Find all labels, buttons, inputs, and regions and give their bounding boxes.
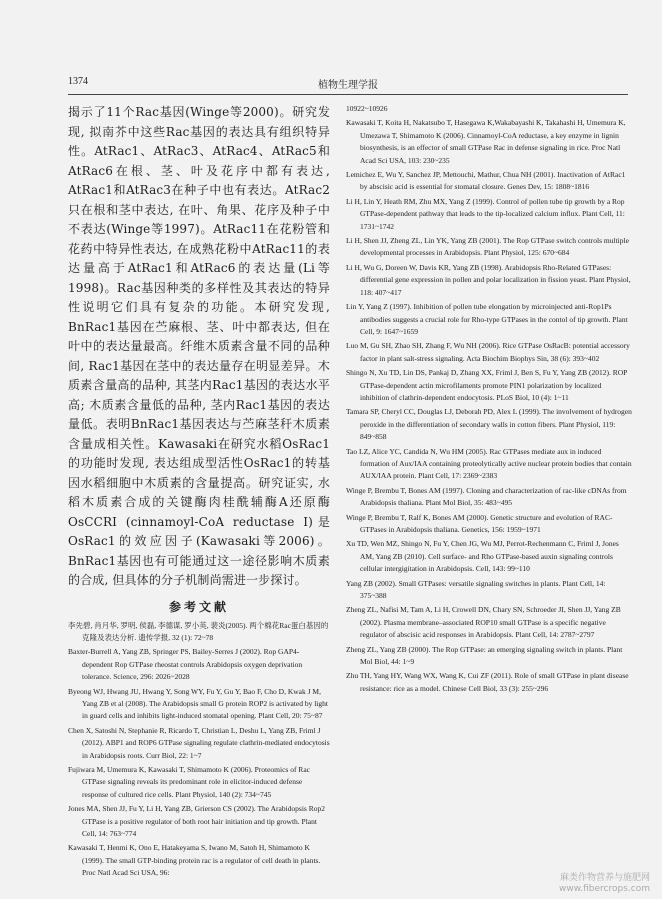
reference-entry: Byeong WJ, Hwang JU, Hwang Y, Song WY, Fu Y, Gu Y, Bao F, Cho D, Kwak J M, Yang ZB et al (2008). The Arabidopsis small G protein ROP2 is activated by light in guard cells and inhibits light-induced stomatal opening. Plant Cell, 20: 75~87: [68, 686, 328, 721]
discussion-paragraph: 揭示了11个Rac基因(Winge等2000)。研究发现, 拟南芥中这些Rac基因的表达具有组织特异性。AtRac1、AtRac3、AtRac4、AtRac5和AtRac6在根、茎、叶及花序中都有表达, AtRac1和AtRac3在种子中也有表达。AtRac2只在根和茎中表达, 在叶、角果、花序及种子中不表达(Winge等1997)。AtRac11在花粉管和花药中特异性表达, 在成熟花粉中AtRac11的表达量高于AtRac1和AtRac6的表达量(Li等1998)。Rac基因种类的多样性及其表达的特异性说明它们具有复杂的功能。本研究发现, BnRac1基因在苎麻根、茎、叶中都表达, 但在叶中的表达量最高。纤维木质素含量不同的品种间, Rac1基因在茎中的表达量存在明显差异。木质素含量高的品种, 其茎内Rac1基因的表达水平高; 木质素含量低的品种, 茎内Rac1基因的表达量低。表明BnRac1基因表达与苎麻茎秆木质素含量成相关性。Kawasaki在研究水稻OsRac1的功能时发现, 表达组成型活性OsRac1的转基因水稻细胞中木质素的含量提高。研究证实, 水稻木质素合成的关键酶肉桂酰辅酶A还原酶OsCCRI (cinnamoyl-CoA reductase I)是OsRac1的效应因子(Kawasaki等2006)。BnRac1基因也有可能通过这一途径影响木质素的合成, 但具体的分子机制尚需进一步探讨。: [68, 105, 330, 587]
watermark-url: www.fibercrops.com: [559, 884, 650, 894]
reference-entry: Chen X, Satoshi N, Stephanie R, Ricardo T, Christian L, Deshu L, Yang ZB, Friml J (2012). ABP1 and ROP6 GTPase signaling regulate clathrin-mediated endocytosis in Arabidopsis roots. Curr Biol, 22: 1~7: [68, 725, 330, 760]
reference-entry: Xu TD, Wen MZ, Shingo N, Fu Y, Chen JG, Wu MJ, Perrot-Rechenmann C, Friml J, Jones AM, Yang ZB (2010). Cell surface- and Rho GTPase-based auxin signaling controls cellular intergigitation in Arabidopsis. Cell, 143: 99~110: [346, 539, 619, 574]
reference-entry: Fujiwara M, Umemura K, Kawasaki T, Shimamoto K (2006). Proteomics of Rac GTPase signaling reveals its predominant role in elicitor-induced defense response of cultured rice cells. Plant Physiol, 140 (2): 734~745: [68, 764, 310, 799]
reference-entry: 李先碧, 肖月华, 罗明, 侯磊, 李德谋, 罗小英, 裴炎(2005). 两个棉花Rac蛋白基因的克隆及表达分析. 遗传学报, 32 (1): 72~78: [68, 620, 329, 642]
reference-entry: Tamara SP, Cheryl CC, Douglas LJ, Deborah PD, Alex L (1999). The involvement of hydrogen peroxide in the differentiation of secondary walls in cotton fibers. Plant Physiol, 119: 849~858: [346, 407, 632, 442]
reference-entry: Li H, Wu G, Doreen W, Davis KR, Yang ZB (1998). Arabidopsis Rho-Related GTPases: differential gene expression in pollen and polar localization in fission yeast. Plant Physiol, 118: 407~417: [346, 262, 631, 297]
reference-entry: 10922~10926: [346, 104, 388, 113]
reference-entry: Zhu TH, Yang HY, Wang WX, Wang K, Cui ZF (2011). Role of small GTPase in plant disease resistance: rice as a model. Chinese Cell Biol, 33 (3): 255~296: [346, 671, 629, 693]
journal-title: 植物生理学报: [318, 80, 378, 91]
references-list-left: [68, 620, 330, 880]
reference-entry: Baxter-Burrell A, Yang ZB, Springer PS, Bailey-Serres J (2002). Rop GAP4-dependent Rop GTPase rheostat controls Arabidopsis oxygen deprivation tolerance. Science, 296: 2026~2028: [68, 647, 303, 682]
header-rule: [68, 94, 628, 95]
reference-entry: Jones MA, Shen JJ, Fu Y, Li H, Yang ZB, Grierson CS (2002). The Arabidopsis Rop2 GTPase is a positive regulator of both root hair initiation and tip growth. Plant Cell, 14: 763~774: [68, 804, 325, 838]
reference-entry: Zheng ZL, Nafisi M, Tam A, Li H, Crowell DN, Chary SN, Schroeder JI, Shen JJ, Yang ZB (2002). Plasma membrane–associated ROP10 small GTPase is a specific negative regulator of abscisic acid responses in Arabidopsis. Plant Cell, 14: 2787~2797: [346, 605, 621, 640]
page-number: 1374: [68, 76, 88, 87]
reference-entry: Li H, Shen JJ, Zheng ZL, Lin YK, Yang ZB (2001). The Rop GTPase switch controls multiple developmental processes in Arabidopsis. Plant Physiol, 125: 670~684: [346, 236, 629, 258]
reference-entry: Winge P, Brembu T, Ralf K, Bones AM (2000). Genetic structure and evolution of RAC-GTPases in Arabidopsis thaliana. Genetics, 156: 1959~1971: [346, 512, 613, 534]
right-column: [346, 103, 632, 697]
reference-entry: Kawasaki T, Henmi K, Ono E, Hatakeyama S, Iwano M, Satoh H, Shimamoto K (1999). The small GTP-binding protein rac is a regulator of cell death in plants. Proc Natl Acad Sci USA, 96:: [68, 843, 321, 878]
left-column: [68, 103, 330, 882]
reference-entry: Kawasaki T, Koita H, Nakatsubo T, Hasegawa K,Wakabayashi K, Takahashi H, Umemura K, Umezawa T, Shimamoto K (2006). Cinnamoyl-CoA reductase, a key enzyme in lignin biosynthesis, is an effector of small GTPase Rac in defense signaling in rice. Proc Natl Acad Sci USA, 103: 230~235: [346, 118, 626, 165]
reference-entry: Lin Y, Yang Z (1997). Inhibition of pollen tube elongation by microinjected anti-Rop1Ps antibodies suggests a crucial role for Rho-type GTPases in the contol of tip growth. Plant Cell, 9: 1647~1659: [346, 302, 628, 336]
reference-entry: Luo M, Gu SH, Zhao SH, Zhang F, Wu NH (2006). Rice GTPase OsRacB: potential accessory factor in plant salt-stress signaling. Acta Biochim Biophys Sin, 38 (6): 393~402: [346, 341, 630, 363]
reference-entry: Shingo N, Xu TD, Lin DS, Pankaj D, Zhang XX, Friml J, Ben S, Fu Y, Yang ZB (2012). ROP GTPase-dependent actin microfilaments promote PIN1 polarization by localized inhibition of clathrin-dependent endocytosis. PLoS Biol, 10 (4): 1~11: [346, 368, 628, 402]
watermark-cn: 麻类作物营养与施肥网: [559, 873, 650, 883]
reference-entry: Li H, Lin Y, Heath RM, Zhu MX, Yang Z (1999). Control of pollen tube tip growth by a Rop GTPase-dependent pathway that leads to the tip-localized calcium influx. Plant Cell, 11: 1731~1742: [346, 196, 625, 231]
reference-entry: Tao LZ, Alice YC, Candida N, Wu HM (2005). Rac GTPases mediate aux in induced formation of Aux/IAA containing proteolytically active nuclear protein bodies that contain AUX/IAA protein. Plant Cell, 17: 2369~2383: [346, 446, 632, 481]
references-list-right: [346, 103, 632, 695]
reference-entry: Yang ZB (2002). Small GTPases: versatile signaling switches in plants. Plant Cell, 14: 375~388: [346, 578, 606, 601]
page-header: [68, 76, 628, 96]
reference-entry: Lemichez E, Wu Y, Sanchez JP, Mettouchi, Mathur, Chua NH (2001). Inactivation of AtRac1 by abscisic acid is essential for stomatal closure. Genes Dev, 15: 1808~1816: [346, 170, 626, 192]
reference-entry: Zheng ZL, Yang ZB (2000). The Rop GTPase: an emerging signaling switch in plants. Plant Mol Biol, 44: 1~9: [346, 644, 623, 667]
reference-entry: Winge P, Brembu T, Bones AM (1997). Cloning and characterization of rac-like cDNAs from Arabidopsis thaliana. Plant Mol Biol, 35: 483~495: [346, 485, 627, 508]
references-heading: 参考文献: [168, 599, 229, 614]
watermark: [559, 873, 650, 895]
